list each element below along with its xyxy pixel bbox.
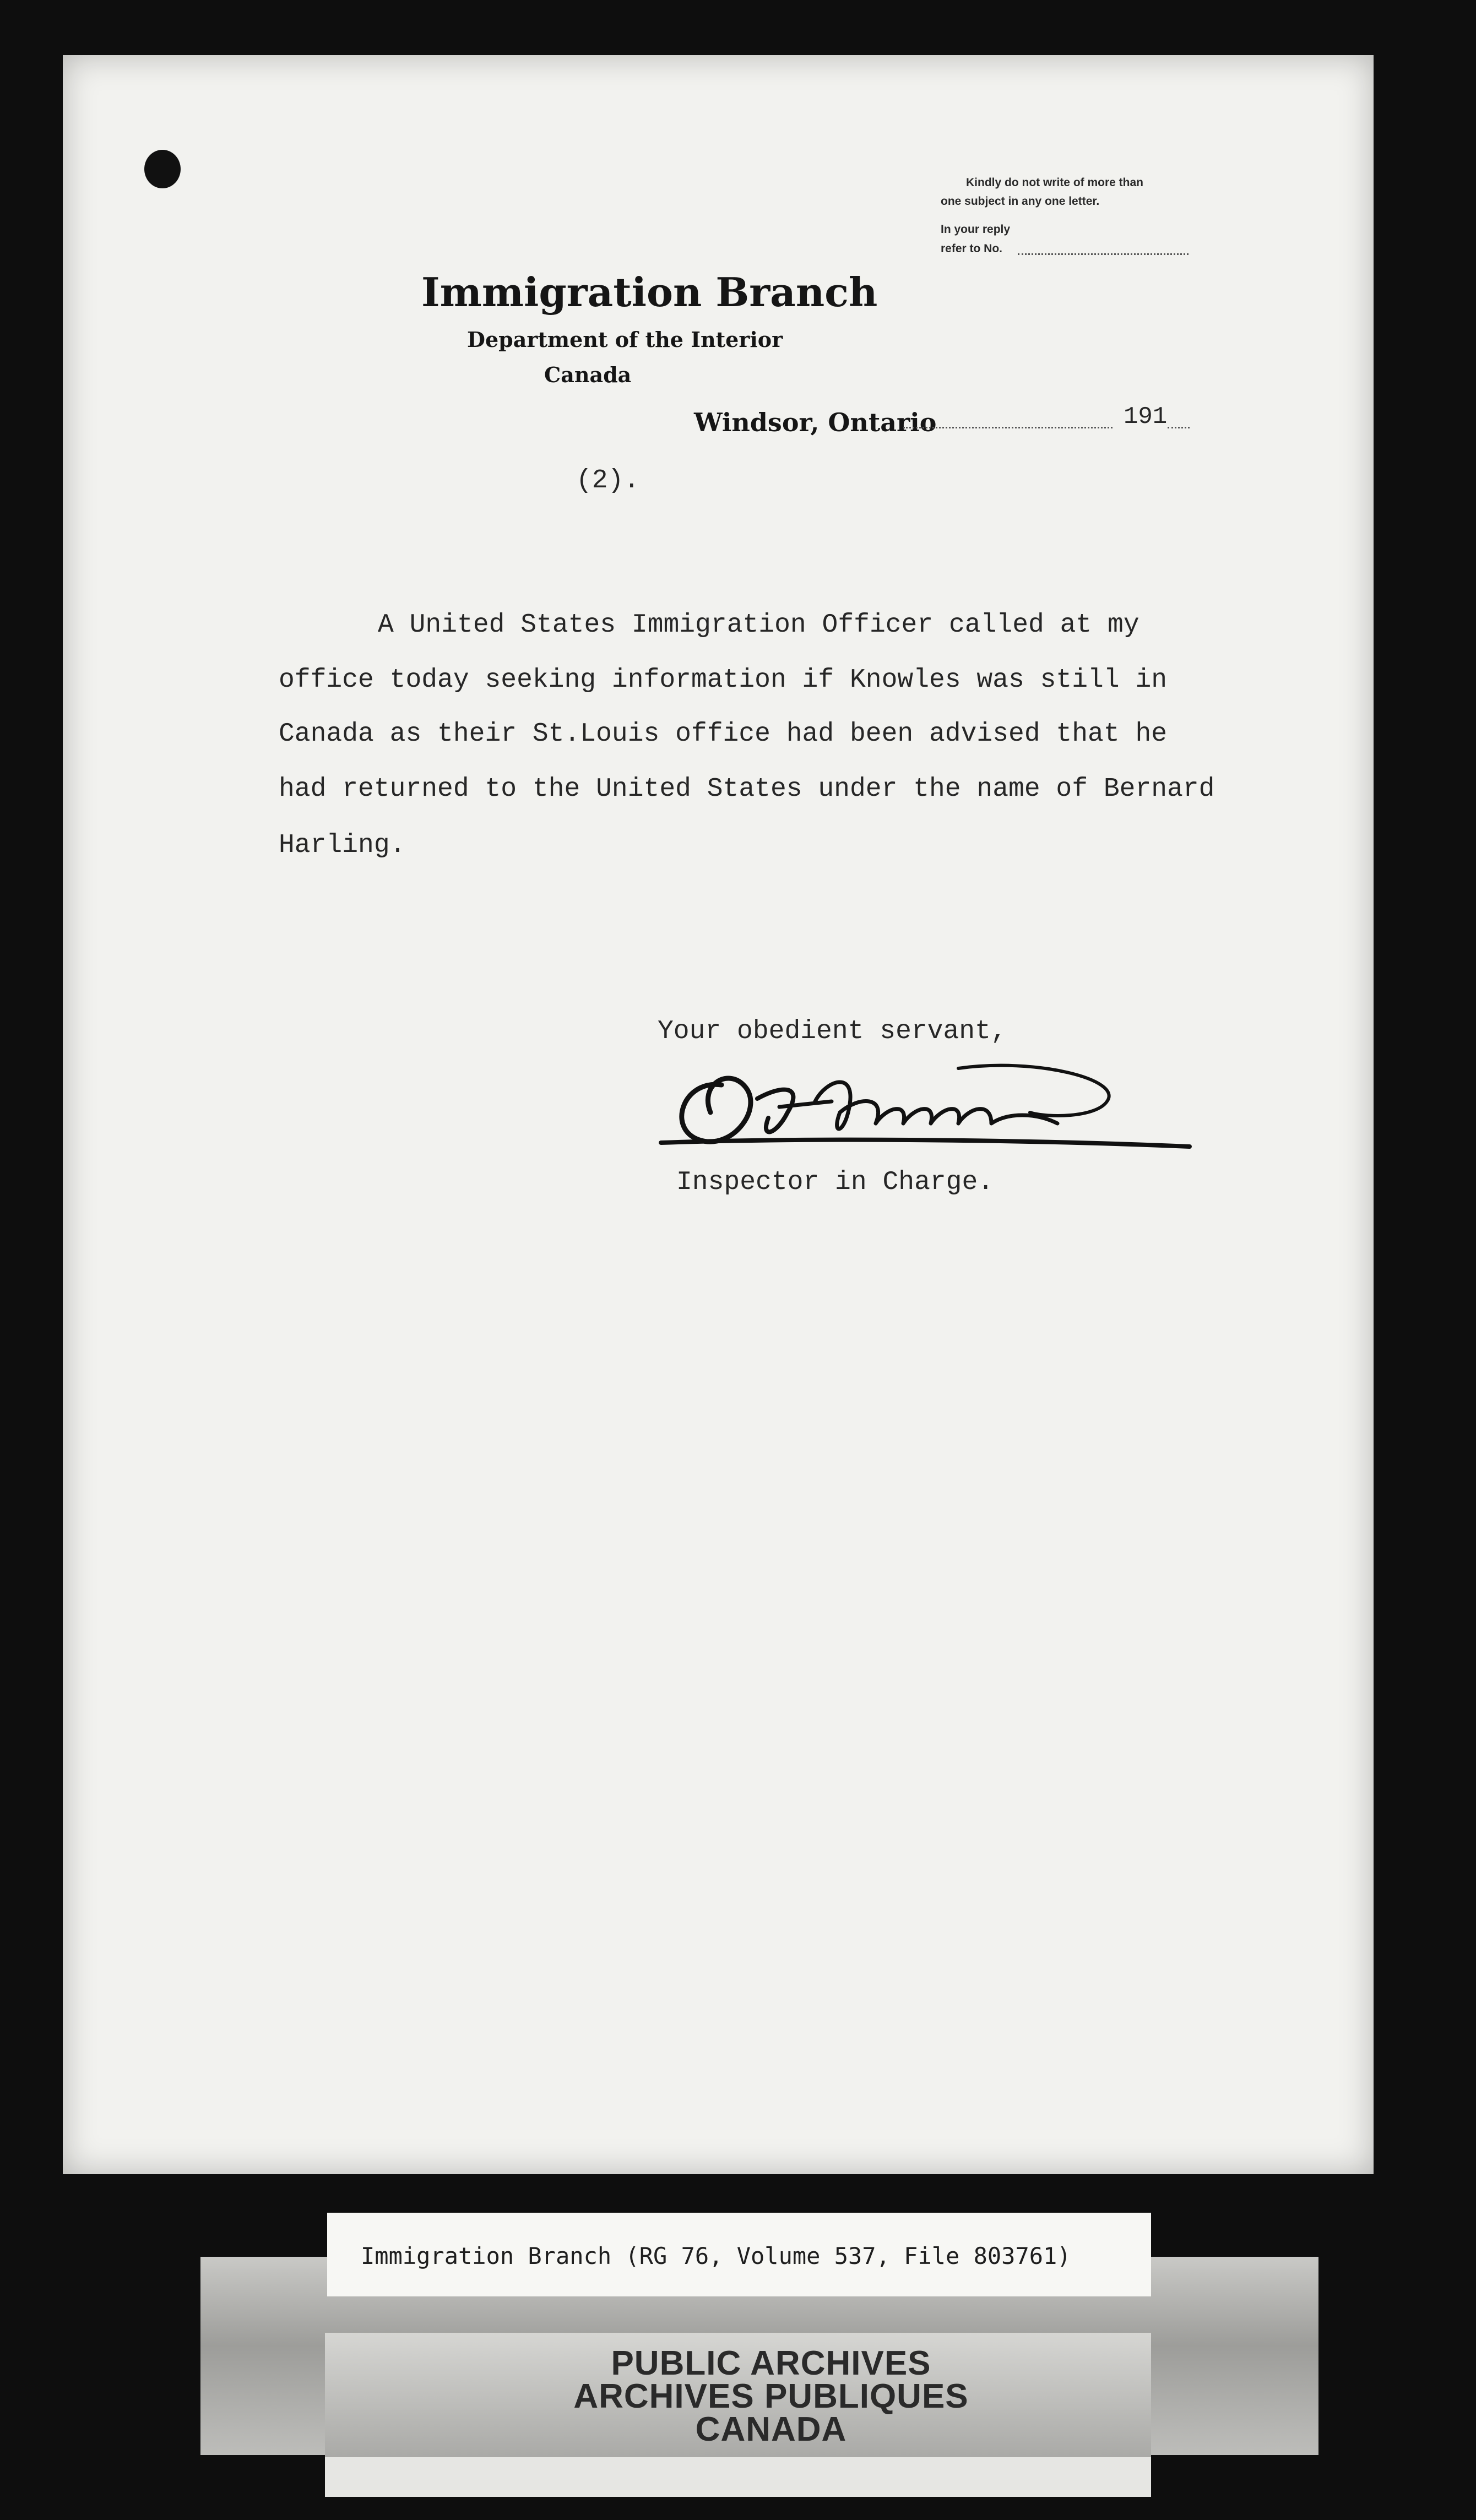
reply-note-line4: refer to No. <box>941 242 1003 255</box>
reply-note-line2: one subject in any one letter. <box>941 195 1100 208</box>
letterhead-department: Department of the Interior <box>467 327 783 352</box>
signer-title: Inspector in Charge. <box>676 1167 994 1197</box>
letterhead-country: Canada <box>544 362 632 387</box>
body-line: Harling. <box>279 830 406 860</box>
stamp-line: PUBLIC ARCHIVES <box>611 2344 931 2382</box>
stamp-line: CANADA <box>695 2410 847 2448</box>
reply-note-line3: In your reply <box>941 223 1011 236</box>
body-line: A United States Immigration Officer called at my <box>378 610 1139 640</box>
letterhead-title: Immigration Branch <box>421 269 878 316</box>
page-marker: (2). <box>576 466 640 496</box>
date-line <box>903 427 1113 428</box>
signature <box>650 1046 1201 1173</box>
body-line: office today seeking information if Knowles was still in <box>279 665 1168 695</box>
archive-stamp <box>496 2344 1046 2448</box>
year-prefix: 191 <box>1124 403 1168 431</box>
archive-citation: Immigration Branch (RG 76, Volume 537, File 803761) <box>361 2242 1071 2269</box>
year-line <box>1168 427 1190 428</box>
body-line: had returned to the United States under the name of Bernard <box>279 774 1215 804</box>
letterhead-place: Windsor, Ontario <box>694 408 937 437</box>
reply-note-line1: Kindly do not write of more than <box>966 176 1143 189</box>
ink-blot <box>144 150 181 188</box>
archive-footer-strip <box>325 2457 1151 2497</box>
closing: Your obedient servant, <box>658 1017 1007 1046</box>
reference-number-line <box>1018 253 1189 255</box>
body-line: Canada as their St.Louis office had been advised that he <box>279 719 1168 749</box>
stamp-line: ARCHIVES PUBLIQUES <box>573 2377 969 2415</box>
